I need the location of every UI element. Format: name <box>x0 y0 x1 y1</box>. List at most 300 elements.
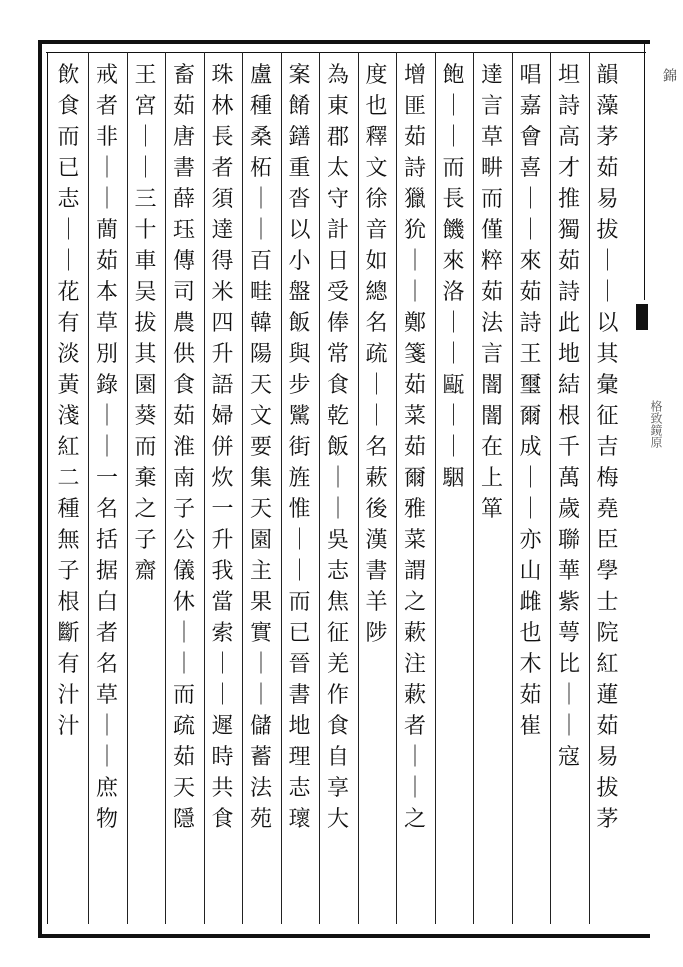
glyph: 疏 <box>172 714 195 739</box>
glyph: 已 <box>288 621 311 646</box>
glyph: 我 <box>211 559 234 584</box>
glyph: 蔌 <box>403 621 426 646</box>
glyph: ｜ <box>557 714 580 739</box>
glyph: 詩 <box>557 280 580 305</box>
glyph: 洛 <box>442 280 465 305</box>
glyph: ｜ <box>326 466 349 491</box>
glyph: 也 <box>365 94 388 119</box>
glyph: ｜ <box>403 745 426 770</box>
glyph: 苑 <box>249 807 272 832</box>
glyph: 葵 <box>134 404 157 429</box>
glyph: 甌 <box>442 373 465 398</box>
glyph: 院 <box>596 621 619 646</box>
glyph: 漢 <box>365 528 388 553</box>
glyph: 易 <box>596 187 619 212</box>
glyph: 拔 <box>134 311 157 336</box>
glyph: 獨 <box>557 218 580 243</box>
glyph: 步 <box>288 373 311 398</box>
glyph: 傳 <box>172 249 195 274</box>
glyph: 種 <box>249 94 272 119</box>
glyph: ｜ <box>442 435 465 460</box>
glyph: 地 <box>557 342 580 367</box>
glyph: 本 <box>95 280 118 305</box>
glyph: 有 <box>57 652 80 677</box>
glyph: 與 <box>288 342 311 367</box>
glyph: 棄 <box>134 466 157 491</box>
glyph: 茹 <box>596 714 619 739</box>
glyph: 拔 <box>596 776 619 801</box>
glyph: 子 <box>172 497 195 522</box>
glyph: 食 <box>211 807 234 832</box>
column-rule <box>281 52 282 924</box>
glyph: 者 <box>403 714 426 739</box>
glyph: 茹 <box>172 745 195 770</box>
glyph: 升 <box>211 342 234 367</box>
glyph: 根 <box>57 590 80 615</box>
glyph: 畦 <box>249 280 272 305</box>
glyph: 食 <box>172 373 195 398</box>
glyph: ｜ <box>519 187 542 212</box>
glyph: 增 <box>403 63 426 88</box>
glyph: 据 <box>95 559 118 584</box>
glyph: 小 <box>288 249 311 274</box>
glyph: 薛 <box>172 187 195 212</box>
glyph: 珏 <box>172 218 195 243</box>
glyph: 盤 <box>288 280 311 305</box>
glyph: 千 <box>557 435 580 460</box>
column-rule <box>242 52 243 924</box>
text-column <box>436 60 472 920</box>
glyph: 易 <box>596 745 619 770</box>
glyph: 騭 <box>288 404 311 429</box>
margin-note-side: 格致鏡原 <box>649 400 663 448</box>
glyph: 實 <box>249 621 272 646</box>
glyph: 推 <box>557 187 580 212</box>
glyph: 案 <box>288 63 311 88</box>
column-rule <box>127 52 128 924</box>
glyph: 總 <box>365 280 388 305</box>
glyph: ｜ <box>134 156 157 181</box>
glyph: 休 <box>172 590 195 615</box>
glyph: 以 <box>596 311 619 336</box>
glyph: 米 <box>211 280 234 305</box>
glyph: 種 <box>57 497 80 522</box>
glyph: 百 <box>249 249 272 274</box>
glyph: 自 <box>326 745 349 770</box>
column-rule <box>435 52 436 924</box>
glyph: ｜ <box>326 497 349 522</box>
glyph: ｜ <box>442 342 465 367</box>
glyph: 天 <box>249 373 272 398</box>
glyph: 茹 <box>403 373 426 398</box>
glyph: 者 <box>95 621 118 646</box>
glyph: 上 <box>480 466 503 491</box>
glyph: 子 <box>134 528 157 553</box>
glyph: ｜ <box>403 280 426 305</box>
glyph: 括 <box>95 528 118 553</box>
glyph: ｜ <box>134 125 157 150</box>
glyph: 藻 <box>596 94 619 119</box>
glyph: 來 <box>519 249 542 274</box>
glyph: 菜 <box>403 528 426 553</box>
glyph: 儀 <box>172 559 195 584</box>
glyph: 注 <box>403 652 426 677</box>
glyph: 一 <box>95 466 118 491</box>
glyph: 匪 <box>403 94 426 119</box>
glyph: 釋 <box>365 125 388 150</box>
glyph: 饑 <box>442 218 465 243</box>
glyph: 之 <box>403 807 426 832</box>
glyph: 紫 <box>557 590 580 615</box>
glyph: 菜 <box>403 404 426 429</box>
glyph: 淮 <box>172 435 195 460</box>
glyph: ｜ <box>519 466 542 491</box>
glyph: 高 <box>557 125 580 150</box>
margin-note-top: 錦 <box>661 68 677 82</box>
glyph: 茅 <box>596 807 619 832</box>
glyph: 者 <box>95 94 118 119</box>
glyph: 淺 <box>57 404 80 429</box>
glyph: ｜ <box>249 683 272 708</box>
glyph: ｜ <box>57 218 80 243</box>
glyph: 鐥 <box>288 125 311 150</box>
glyph: 食 <box>57 94 80 119</box>
glyph: 坦 <box>557 63 580 88</box>
glyph: 草 <box>95 311 118 336</box>
glyph: 而 <box>288 590 311 615</box>
glyph: 儲 <box>249 714 272 739</box>
left-rule <box>47 52 48 924</box>
glyph: 作 <box>326 683 349 708</box>
glyph: 吴 <box>134 280 157 305</box>
glyph: 四 <box>211 311 234 336</box>
glyph: 飯 <box>288 311 311 336</box>
glyph: ｜ <box>95 435 118 460</box>
column-rule <box>550 52 551 924</box>
glyph: 花 <box>57 280 80 305</box>
glyph: 嘉 <box>519 94 542 119</box>
glyph: 汁 <box>57 714 80 739</box>
glyph: 王 <box>519 342 542 367</box>
glyph: 林 <box>211 94 234 119</box>
glyph: ｜ <box>365 404 388 429</box>
glyph: 茹 <box>403 435 426 460</box>
glyph: 箪 <box>480 497 503 522</box>
glyph: 二 <box>57 466 80 491</box>
glyph: 名 <box>365 311 388 336</box>
glyph: 得 <box>211 249 234 274</box>
glyph: 而 <box>57 125 80 150</box>
glyph: 守 <box>326 187 349 212</box>
glyph: 鄭 <box>403 311 426 336</box>
glyph: 天 <box>172 776 195 801</box>
glyph: 茹 <box>172 94 195 119</box>
glyph: 園 <box>134 373 157 398</box>
glyph: 雅 <box>403 497 426 522</box>
glyph: 山 <box>519 559 542 584</box>
glyph: 名 <box>365 435 388 460</box>
glyph: 羊 <box>365 590 388 615</box>
text-column <box>89 60 125 920</box>
glyph: 子 <box>57 559 80 584</box>
glyph: 受 <box>326 280 349 305</box>
text-column <box>513 60 549 920</box>
glyph: 時 <box>211 745 234 770</box>
glyph: 茹 <box>480 280 503 305</box>
glyph: 瓌 <box>288 807 311 832</box>
glyph: 隱 <box>172 807 195 832</box>
column-rule <box>512 52 513 924</box>
glyph: 歲 <box>557 497 580 522</box>
glyph: 音 <box>365 218 388 243</box>
glyph: 重 <box>288 156 311 181</box>
glyph: 拔 <box>596 218 619 243</box>
glyph: 萬 <box>557 466 580 491</box>
glyph: 旌 <box>288 466 311 491</box>
glyph: 陽 <box>249 342 272 367</box>
glyph: 飯 <box>326 435 349 460</box>
glyph: 王 <box>134 63 157 88</box>
glyph: 茹 <box>596 156 619 181</box>
glyph: 謂 <box>403 559 426 584</box>
top-rule <box>46 52 646 53</box>
glyph: 闇 <box>480 373 503 398</box>
column-rule <box>319 52 320 924</box>
glyph: 梅 <box>596 466 619 491</box>
glyph: 茅 <box>596 125 619 150</box>
glyph: 淡 <box>57 342 80 367</box>
glyph: 後 <box>365 497 388 522</box>
glyph: 闇 <box>480 404 503 429</box>
glyph: 而 <box>172 683 195 708</box>
glyph: ｜ <box>596 280 619 305</box>
text-column <box>359 60 395 920</box>
glyph: ｜ <box>172 621 195 646</box>
glyph: ｜ <box>249 218 272 243</box>
glyph: 索 <box>211 621 234 646</box>
glyph: 詩 <box>403 156 426 181</box>
glyph: 名 <box>95 497 118 522</box>
glyph: 達 <box>480 63 503 88</box>
glyph: ｜ <box>442 404 465 429</box>
glyph: 韻 <box>596 63 619 88</box>
glyph: 志 <box>57 187 80 212</box>
glyph: 蕳 <box>95 218 118 243</box>
glyph: 崔 <box>519 714 542 739</box>
glyph: 車 <box>134 249 157 274</box>
glyph: 郡 <box>326 125 349 150</box>
glyph: 獵 <box>403 187 426 212</box>
glyph: 唱 <box>519 63 542 88</box>
glyph: 而 <box>442 156 465 181</box>
glyph: ｜ <box>249 652 272 677</box>
glyph: 乾 <box>326 404 349 429</box>
glyph: 十 <box>134 218 157 243</box>
glyph: 茹 <box>172 404 195 429</box>
glyph: 庶 <box>95 776 118 801</box>
glyph: 焦 <box>326 590 349 615</box>
glyph: 者 <box>211 156 234 181</box>
glyph: 萼 <box>557 621 580 646</box>
glyph: 言 <box>480 342 503 367</box>
glyph: 供 <box>172 342 195 367</box>
glyph: 當 <box>211 590 234 615</box>
glyph: ｜ <box>249 187 272 212</box>
glyph: 別 <box>95 342 118 367</box>
glyph: 爾 <box>403 466 426 491</box>
glyph: ｜ <box>403 776 426 801</box>
glyph: 爾 <box>519 404 542 429</box>
glyph: 宮 <box>134 94 157 119</box>
glyph: 茹 <box>95 249 118 274</box>
glyph: 學 <box>596 559 619 584</box>
glyph: 炊 <box>211 466 234 491</box>
glyph: 征 <box>596 404 619 429</box>
glyph: 一 <box>211 497 234 522</box>
text-column <box>243 60 279 920</box>
glyph: 晉 <box>288 652 311 677</box>
glyph: 箋 <box>403 342 426 367</box>
text-column <box>128 60 164 920</box>
glyph: 三 <box>134 187 157 212</box>
glyph: 畊 <box>480 156 503 181</box>
glyph: 茹 <box>557 249 580 274</box>
glyph: 物 <box>95 807 118 832</box>
glyph: 其 <box>134 342 157 367</box>
glyph: 喜 <box>519 156 542 181</box>
text-column <box>320 60 356 920</box>
glyph: 彙 <box>596 373 619 398</box>
glyph: 也 <box>519 621 542 646</box>
glyph: 如 <box>365 249 388 274</box>
glyph: 南 <box>172 466 195 491</box>
glyph: ｜ <box>403 249 426 274</box>
glyph: 理 <box>288 745 311 770</box>
glyph: 長 <box>442 187 465 212</box>
glyph: 結 <box>557 373 580 398</box>
glyph: 韓 <box>249 311 272 336</box>
glyph: ｜ <box>442 311 465 336</box>
glyph: 黃 <box>57 373 80 398</box>
column-rule <box>88 52 89 924</box>
glyph: 汁 <box>57 683 80 708</box>
glyph: ｜ <box>95 187 118 212</box>
text-column <box>282 60 318 920</box>
glyph: 文 <box>249 404 272 429</box>
glyph: ｜ <box>57 249 80 274</box>
glyph: 畜 <box>172 63 195 88</box>
glyph: 陟 <box>365 621 388 646</box>
glyph: 之 <box>403 590 426 615</box>
glyph: 蓄 <box>249 745 272 770</box>
glyph: ｜ <box>95 404 118 429</box>
glyph: 寇 <box>557 745 580 770</box>
glyph: 志 <box>288 776 311 801</box>
column-rule <box>396 52 397 924</box>
glyph: 為 <box>326 63 349 88</box>
glyph: 達 <box>211 218 234 243</box>
glyph: 以 <box>288 218 311 243</box>
column-rule <box>204 52 205 924</box>
glyph: 享 <box>326 776 349 801</box>
column-rule <box>473 52 474 924</box>
glyph: ｜ <box>442 125 465 150</box>
glyph: 會 <box>519 125 542 150</box>
glyph: 書 <box>288 683 311 708</box>
glyph: 紅 <box>57 435 80 460</box>
glyph: 紅 <box>596 652 619 677</box>
glyph: 食 <box>326 714 349 739</box>
column-rule <box>358 52 359 924</box>
glyph: 而 <box>134 435 157 460</box>
glyph: 主 <box>249 559 272 584</box>
center-fold <box>644 40 651 300</box>
glyph: 斷 <box>57 621 80 646</box>
glyph: 天 <box>249 497 272 522</box>
glyph: 戒 <box>95 63 118 88</box>
glyph: 無 <box>57 528 80 553</box>
glyph: 狁 <box>403 218 426 243</box>
glyph: 臣 <box>596 528 619 553</box>
glyph: ｜ <box>95 745 118 770</box>
glyph: 征 <box>326 621 349 646</box>
glyph: 要 <box>249 435 272 460</box>
glyph: 珠 <box>211 63 234 88</box>
text-column <box>551 60 587 920</box>
glyph: 亦 <box>519 528 542 553</box>
glyph: 華 <box>557 559 580 584</box>
glyph: 茹 <box>403 125 426 150</box>
glyph: 語 <box>211 373 234 398</box>
glyph: 名 <box>95 652 118 677</box>
glyph: 飲 <box>57 63 80 88</box>
glyph: 蔌 <box>403 683 426 708</box>
glyph: ｜ <box>288 559 311 584</box>
glyph: 此 <box>557 311 580 336</box>
glyph: 農 <box>172 311 195 336</box>
glyph: 木 <box>519 652 542 677</box>
glyph: 須 <box>211 187 234 212</box>
glyph: 度 <box>365 63 388 88</box>
glyph: 草 <box>480 125 503 150</box>
glyph: 士 <box>596 590 619 615</box>
text-column <box>397 60 433 920</box>
glyph: 璽 <box>519 373 542 398</box>
glyph: 地 <box>288 714 311 739</box>
glyph: 已 <box>57 156 80 181</box>
column-rule <box>589 52 590 924</box>
glyph: 根 <box>557 404 580 429</box>
column-rule <box>165 52 166 924</box>
glyph: 在 <box>480 435 503 460</box>
glyph: 徐 <box>365 187 388 212</box>
glyph: 之 <box>134 497 157 522</box>
glyph: 共 <box>211 776 234 801</box>
glyph: 盧 <box>249 63 272 88</box>
glyph: ｜ <box>95 714 118 739</box>
glyph: ｜ <box>95 156 118 181</box>
glyph: 法 <box>249 776 272 801</box>
glyph: 集 <box>249 466 272 491</box>
glyph: 成 <box>519 435 542 460</box>
glyph: 堯 <box>596 497 619 522</box>
glyph: 茹 <box>519 280 542 305</box>
glyph: 詩 <box>557 94 580 119</box>
glyph: ｜ <box>172 652 195 677</box>
glyph: 羌 <box>326 652 349 677</box>
glyph: 常 <box>326 342 349 367</box>
glyph: 公 <box>172 528 195 553</box>
